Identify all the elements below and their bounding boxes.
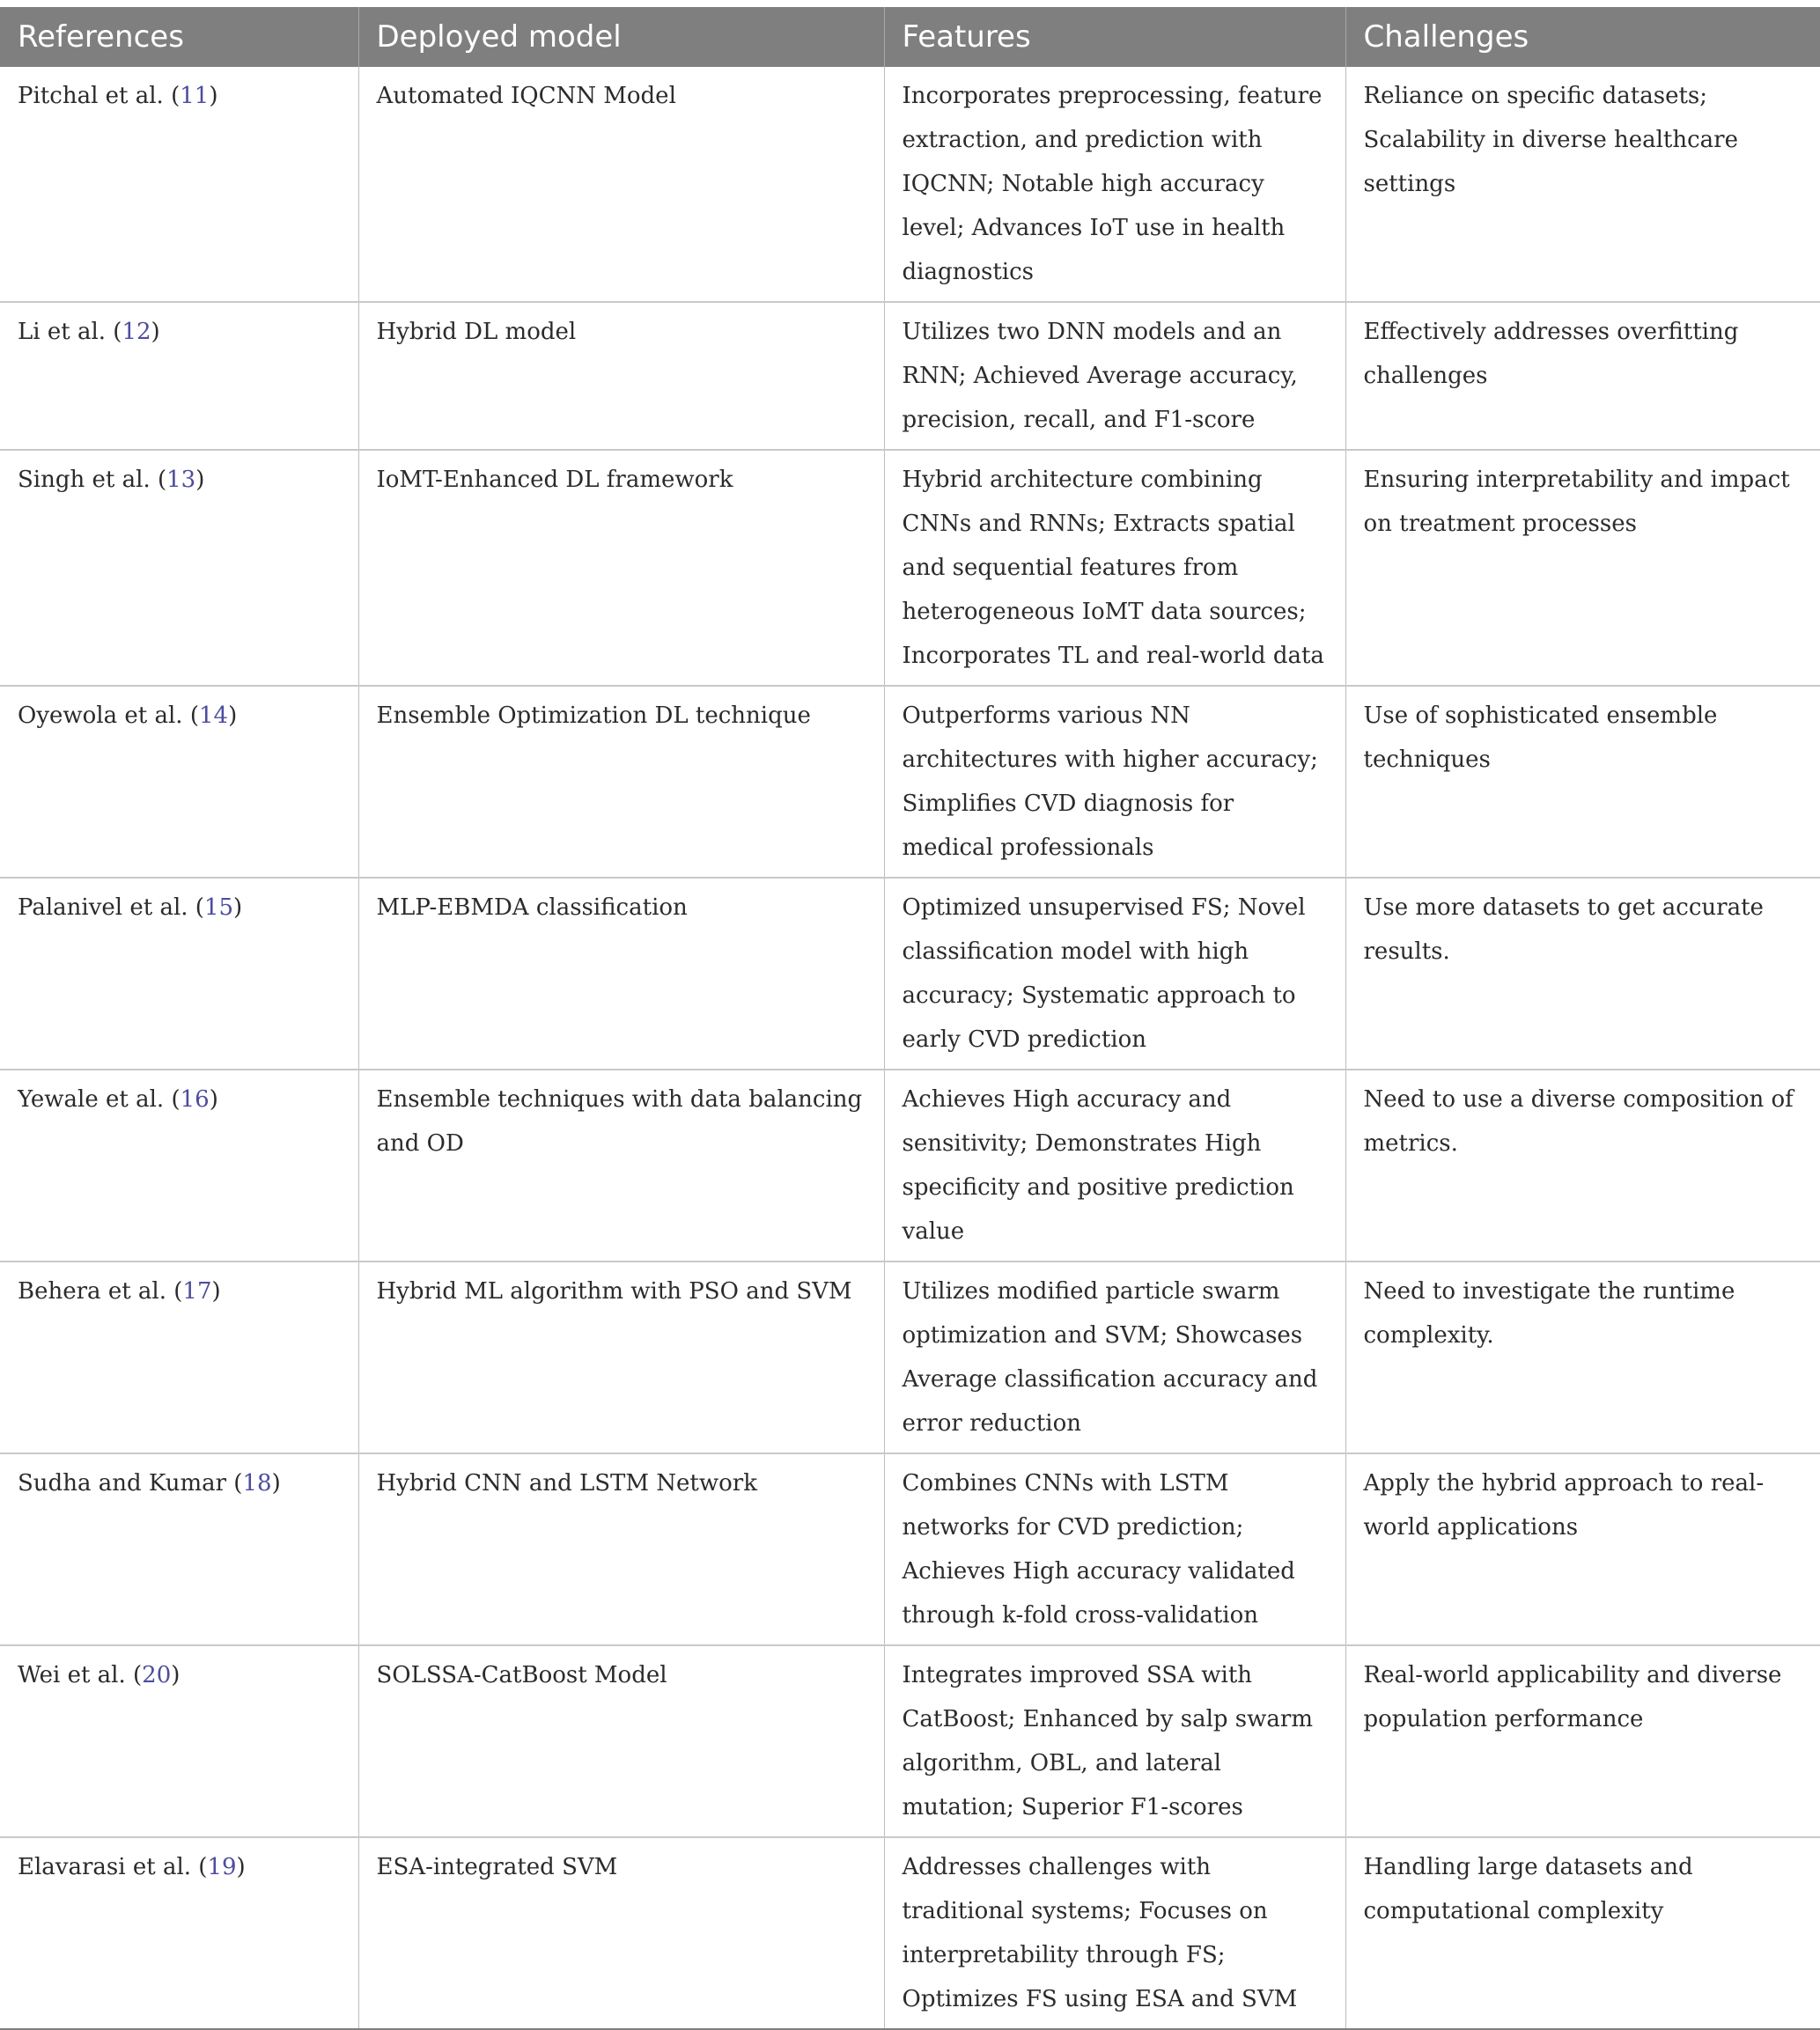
header-deployed-model: Deployed model	[358, 7, 884, 67]
reference-close: )	[209, 83, 218, 109]
challenges-cell: Ensuring interpretability and impact on treatment processes	[1345, 450, 1820, 686]
reference-author: Elavarasi et al. (	[18, 1854, 208, 1880]
features-cell: Hybrid architecture combining CNNs and RNNs; Extracts spatial and sequential features from heterogeneous IoMT data sources; Incorporates TL and real-world data	[884, 450, 1345, 686]
challenges-cell: Real-world applicability and diverse population performance	[1345, 1645, 1820, 1837]
header-challenges: Challenges	[1345, 7, 1820, 67]
reference-cell	[0, 1261, 358, 1453]
reference-author: Li et al. (	[18, 319, 122, 345]
reference-author: Oyewola et al. (	[18, 702, 199, 729]
header-row	[0, 7, 1820, 67]
reference-author: Wei et al. (	[18, 1662, 143, 1688]
table-row	[0, 450, 1820, 686]
citation-link[interactable]: 11	[180, 83, 210, 109]
challenges-cell: Need to use a diverse composition of metrics.	[1345, 1070, 1820, 1261]
challenges-cell: Use more datasets to get accurate results.	[1345, 878, 1820, 1070]
reference-close: )	[209, 1086, 218, 1113]
features-cell: Utilizes two DNN models and an RNN; Achieved Average accuracy, precision, recall, and F1-score	[884, 302, 1345, 450]
reference-close: )	[151, 319, 160, 345]
reference-author: Palanivel et al. (	[18, 894, 204, 921]
reference-author: Pitchal et al. (	[18, 83, 181, 109]
header-features: Features	[884, 7, 1345, 67]
challenges-cell: Reliance on specific datasets; Scalability in diverse healthcare settings	[1345, 67, 1820, 302]
features-cell: Integrates improved SSA with CatBoost; Enhanced by salp swarm algorithm, OBL, and lateral mutation; Superior F1-scores	[884, 1645, 1345, 1837]
features-cell: Outperforms various NN architectures with higher accuracy; Simplifies CVD diagnosis for medical professionals	[884, 686, 1345, 878]
challenges-cell: Use of sophisticated ensemble techniques	[1345, 686, 1820, 878]
features-cell: Optimized unsupervised FS; Novel classification model with high accuracy; Systematic approach to early CVD prediction	[884, 878, 1345, 1070]
table-row	[0, 686, 1820, 878]
features-cell: Utilizes modified particle swarm optimization and SVM; Showcases Average classification accuracy and error reduction	[884, 1261, 1345, 1453]
challenges-cell: Handling large datasets and computational complexity	[1345, 1837, 1820, 2029]
reference-close: )	[233, 894, 243, 921]
citation-link[interactable]: 18	[242, 1470, 272, 1497]
table-row	[0, 67, 1820, 302]
table-row	[0, 1837, 1820, 2029]
reference-cell	[0, 1645, 358, 1837]
reference-author: Singh et al. (	[18, 467, 167, 493]
reference-cell	[0, 1837, 358, 2029]
reference-close: )	[271, 1470, 281, 1497]
table-row	[0, 302, 1820, 450]
reference-cell	[0, 1453, 358, 1645]
reference-cell	[0, 1070, 358, 1261]
features-cell: Incorporates preprocessing, feature extraction, and prediction with IQCNN; Notable high accuracy level; Advances IoT use in health diagnostics	[884, 67, 1345, 302]
reference-close: )	[171, 1662, 181, 1688]
model-cell: Ensemble techniques with data balancing and OD	[358, 1070, 884, 1261]
table-row	[0, 1070, 1820, 1261]
reference-cell	[0, 450, 358, 686]
table-header	[0, 7, 1820, 67]
reference-cell	[0, 302, 358, 450]
model-cell: SOLSSA-CatBoost Model	[358, 1645, 884, 1837]
challenges-cell: Need to investigate the runtime complexity.	[1345, 1261, 1820, 1453]
model-cell: ESA-integrated SVM	[358, 1837, 884, 2029]
reference-cell	[0, 67, 358, 302]
reference-author: Behera et al. (	[18, 1278, 183, 1305]
model-cell: Hybrid DL model	[358, 302, 884, 450]
model-cell: MLP-EBMDA classification	[358, 878, 884, 1070]
reference-close: )	[228, 702, 238, 729]
features-cell: Achieves High accuracy and sensitivity; Demonstrates High specificity and positive prediction value	[884, 1070, 1345, 1261]
table-row	[0, 1453, 1820, 1645]
header-references: References	[0, 7, 358, 67]
reference-cell	[0, 878, 358, 1070]
model-cell: Automated IQCNN Model	[358, 67, 884, 302]
model-cell: Hybrid ML algorithm with PSO and SVM	[358, 1261, 884, 1453]
challenges-cell: Effectively addresses overfitting challenges	[1345, 302, 1820, 450]
reference-cell	[0, 686, 358, 878]
features-cell: Addresses challenges with traditional systems; Focuses on interpretability through FS; Optimizes FS using ESA and SVM	[884, 1837, 1345, 2029]
citation-link[interactable]: 17	[182, 1278, 212, 1305]
table-row	[0, 1645, 1820, 1837]
citation-link[interactable]: 19	[207, 1854, 237, 1880]
reference-close: )	[195, 467, 205, 493]
reference-author: Sudha and Kumar (	[18, 1470, 243, 1497]
table-body	[0, 67, 1820, 2029]
citation-link[interactable]: 12	[122, 319, 151, 345]
model-cell: IoMT-Enhanced DL framework	[358, 450, 884, 686]
reference-author: Yewale et al. (	[18, 1086, 181, 1113]
citation-link[interactable]: 20	[142, 1662, 172, 1688]
citation-link[interactable]: 13	[166, 467, 196, 493]
model-cell: Ensemble Optimization DL technique	[358, 686, 884, 878]
challenges-cell: Apply the hybrid approach to real-world applications	[1345, 1453, 1820, 1645]
citation-link[interactable]: 15	[203, 894, 234, 921]
comparison-table	[0, 7, 1820, 2030]
table-row	[0, 1261, 1820, 1453]
citation-link[interactable]: 16	[180, 1086, 210, 1113]
features-cell: Combines CNNs with LSTM networks for CVD prediction; Achieves High accuracy validated through k-fold cross-validation	[884, 1453, 1345, 1645]
citation-link[interactable]: 14	[198, 702, 229, 729]
model-cell: Hybrid CNN and LSTM Network	[358, 1453, 884, 1645]
reference-close: )	[211, 1278, 221, 1305]
table-row	[0, 878, 1820, 1070]
reference-close: )	[236, 1854, 246, 1880]
